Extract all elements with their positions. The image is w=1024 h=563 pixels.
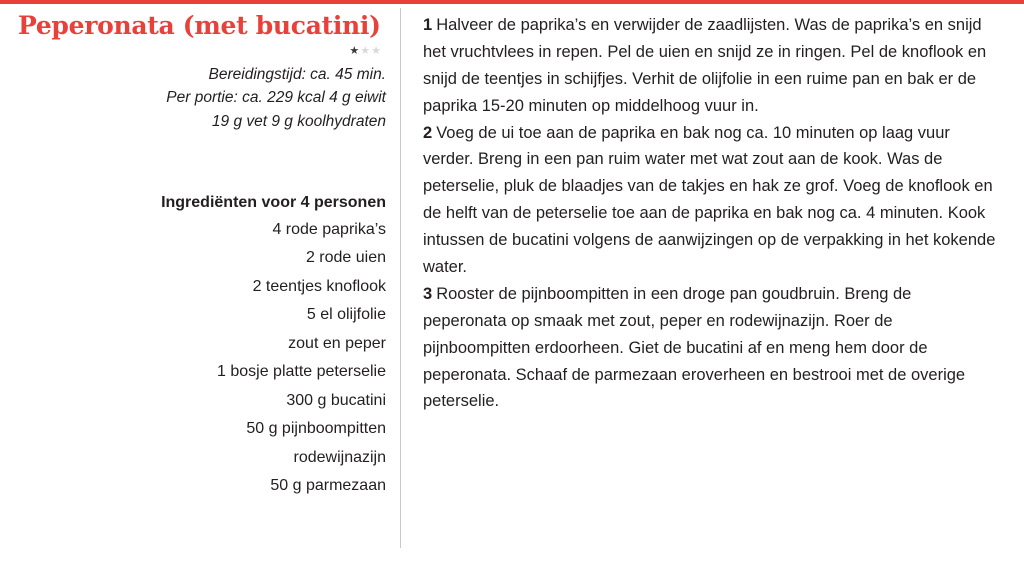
step-number: 3 bbox=[423, 284, 433, 303]
step-2 bbox=[423, 120, 999, 281]
star-icon-1: ★ bbox=[349, 44, 361, 57]
star-icon-2: ★ bbox=[360, 44, 372, 57]
list-item: 50 g pijnboompitten bbox=[246, 420, 386, 438]
preparation-steps bbox=[423, 12, 999, 415]
list-item: 2 rode uien bbox=[305, 249, 386, 267]
right-column bbox=[401, 4, 1023, 563]
star-icon-3: ★ bbox=[371, 44, 382, 57]
step-text: Voeg de ui toe aan de paprika en bak nog ca. 10 minuten op laag vuur verder. Breng in een pan ruim water met wat zout aan de kook. Was de peterselie, pluk de blaadjes van de takjes en hak ze grof. Voeg de knoflook en de helft van de peterselie toe aan de paprika en bak nog ca. 4 minuten. Kook intussen de bucatini volgens de aanwijzingen op de verpakking in het kokende water. bbox=[423, 123, 996, 277]
list-item: 4 rode paprika’s bbox=[272, 220, 386, 238]
step-number: 1 bbox=[423, 16, 433, 34]
left-column bbox=[0, 4, 400, 563]
step-text: Halveer de paprika’s en verwijder de zaadlijsten. Was de paprika’s en snijd het vruchtvlees in repen. Pel de uien en snijd ze in ringen. Pel de knoflook en snijd de teentjes in schijfjes. Verhit de olijfolie in een ruime pan en bak er de paprika 15-20 minuten op middelhoog vuur in. bbox=[423, 16, 987, 115]
ingredients-list bbox=[18, 216, 386, 501]
rating-stars bbox=[18, 46, 382, 59]
list-item: 1 bosje platte peterselie bbox=[217, 363, 386, 381]
step-3 bbox=[423, 281, 999, 415]
recipe-meta bbox=[18, 63, 386, 134]
recipe-columns bbox=[0, 4, 1024, 563]
meta-line-prep-time: Bereidingstijd: ca. 45 min. bbox=[208, 65, 386, 83]
list-item: 5 el olijfolie bbox=[306, 306, 386, 324]
step-text: Rooster de pijnboompitten in een droge pan goudbruin. Breng de peperonata op smaak met zout, peper en rodewijnazijn. Roer de pijnboompitten erdoorheen. Giet de bucatini af en meng hem door de peperonata. Schaaf de parmezaan eroverheen en bestrooi met de overige peterselie. bbox=[423, 284, 966, 411]
list-item: 300 g bucatini bbox=[286, 391, 386, 409]
meta-line-nutrition-2: 19 g vet 9 g koolhydraten bbox=[211, 112, 386, 130]
list-item: 2 teentjes knoflook bbox=[252, 277, 386, 295]
list-item: 50 g parmezaan bbox=[270, 477, 386, 495]
page-title: Peperonata (met bucatini) bbox=[18, 11, 381, 40]
ingredients-heading: Ingrediënten voor 4 personen bbox=[161, 194, 386, 212]
meta-line-nutrition-1: Per portie: ca. 229 kcal 4 g eiwit bbox=[166, 89, 386, 107]
list-item: zout en peper bbox=[288, 334, 386, 352]
list-item: rodewijnazijn bbox=[293, 448, 386, 466]
step-number: 2 bbox=[423, 123, 433, 142]
step-1 bbox=[423, 12, 999, 120]
